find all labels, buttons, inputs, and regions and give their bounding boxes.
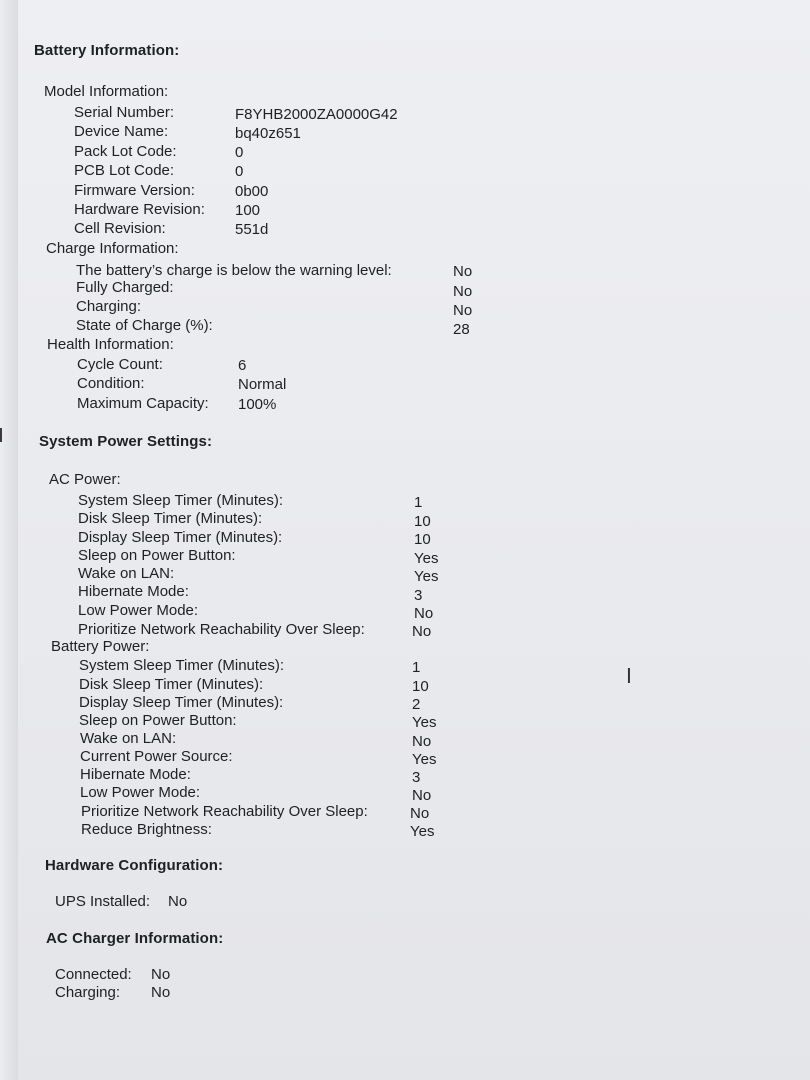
ac-hibernate-mode-label: Hibernate Mode: [78,583,189,600]
charging-label: Charging: [76,298,142,315]
system-power-settings-heading: System Power Settings: [39,433,213,450]
condition-value: Normal [238,376,287,393]
ac-system-sleep-value: 1 [414,494,423,511]
screen-bezel [0,0,18,1080]
charger-connected-value: No [151,966,171,983]
charger-charging-label: Charging: [55,984,121,1001]
firmware-version-label: Firmware Version: [74,182,195,199]
charging-value: No [453,302,473,319]
ac-network-reachability-value: No [412,623,432,640]
device-name-value: bq40z651 [235,125,301,142]
cell-revision-value: 551d [235,221,269,238]
bat-disk-sleep-value: 10 [412,678,429,695]
charger-charging-value: No [151,984,171,1001]
hardware-configuration-heading: Hardware Configuration: [45,857,224,874]
bat-display-sleep-value: 2 [412,696,421,713]
bat-reduce-brightness-label: Reduce Brightness: [81,821,212,838]
bat-hibernate-mode-value: 3 [412,769,421,786]
ac-power-heading: AC Power: [49,471,121,488]
warning-level-label: The battery’s charge is below the warning level: [76,262,392,279]
ac-wake-on-lan-value: Yes [414,568,439,585]
pcb-lot-code-value: 0 [235,163,244,180]
ups-installed-label: UPS Installed: [55,893,151,910]
bat-wake-on-lan-value: No [412,733,432,750]
ac-display-sleep-value: 10 [414,531,431,548]
ac-system-sleep-label: System Sleep Timer (Minutes): [78,492,284,509]
bat-reduce-brightness-value: Yes [410,823,435,840]
charger-connected-label: Connected: [55,966,132,983]
battery-power-heading: Battery Power: [51,638,150,655]
bat-system-sleep-value: 1 [412,659,421,676]
bat-network-reachability-value: No [410,805,430,822]
warning-level-value: No [453,263,473,280]
pack-lot-code-label: Pack Lot Code: [74,143,177,160]
left-edge-marker [0,428,2,442]
ac-sleep-power-button-label: Sleep on Power Button: [78,547,236,564]
charge-information-heading: Charge Information: [46,240,179,257]
fully-charged-value: No [453,283,473,300]
ac-disk-sleep-value: 10 [414,513,431,530]
condition-label: Condition: [77,375,145,392]
serial-number-label: Serial Number: [74,104,175,121]
cycle-count-value: 6 [238,357,247,374]
cycle-count-label: Cycle Count: [77,356,163,373]
ac-charger-information-heading: AC Charger Information: [46,930,224,947]
ups-installed-value: No [168,893,188,910]
model-information-heading: Model Information: [44,83,169,100]
bat-low-power-mode-value: No [412,787,432,804]
ac-low-power-mode-value: No [414,605,434,622]
bat-wake-on-lan-label: Wake on LAN: [80,730,177,747]
battery-information-heading: Battery Information: [34,42,180,59]
ac-low-power-mode-label: Low Power Mode: [78,602,199,619]
bat-sleep-power-button-label: Sleep on Power Button: [79,712,237,729]
serial-number-value: F8YHB2000ZA0000G42 [235,106,398,123]
ac-display-sleep-label: Display Sleep Timer (Minutes): [78,529,283,546]
state-of-charge-value: 28 [453,321,470,338]
maximum-capacity-label: Maximum Capacity: [77,395,209,412]
state-of-charge-label: State of Charge (%): [76,317,213,334]
bat-network-reachability-label: Prioritize Network Reachability Over Sleep: [81,803,368,820]
ac-wake-on-lan-label: Wake on LAN: [78,565,175,582]
bat-system-sleep-label: System Sleep Timer (Minutes): [79,657,285,674]
device-name-label: Device Name: [74,123,169,140]
ac-network-reachability-label: Prioritize Network Reachability Over Sleep: [78,621,365,638]
bat-display-sleep-label: Display Sleep Timer (Minutes): [79,694,284,711]
bat-current-power-source-value: Yes [412,751,437,768]
bat-low-power-mode-label: Low Power Mode: [80,784,201,801]
pcb-lot-code-label: PCB Lot Code: [74,162,175,179]
ac-sleep-power-button-value: Yes [414,550,439,567]
bat-current-power-source-label: Current Power Source: [80,748,233,765]
bat-disk-sleep-label: Disk Sleep Timer (Minutes): [79,676,264,693]
ac-disk-sleep-label: Disk Sleep Timer (Minutes): [78,510,263,527]
hardware-revision-value: 100 [235,202,261,219]
ac-hibernate-mode-value: 3 [414,587,423,604]
bat-hibernate-mode-label: Hibernate Mode: [80,766,191,783]
firmware-version-value: 0b00 [235,183,269,200]
hardware-revision-label: Hardware Revision: [74,201,205,218]
cell-revision-label: Cell Revision: [74,220,166,237]
pack-lot-code-value: 0 [235,144,244,161]
text-cursor-icon: I [626,664,632,688]
health-information-heading: Health Information: [47,336,174,353]
fully-charged-label: Fully Charged: [76,279,174,296]
maximum-capacity-value: 100% [238,396,277,413]
bat-sleep-power-button-value: Yes [412,714,437,731]
